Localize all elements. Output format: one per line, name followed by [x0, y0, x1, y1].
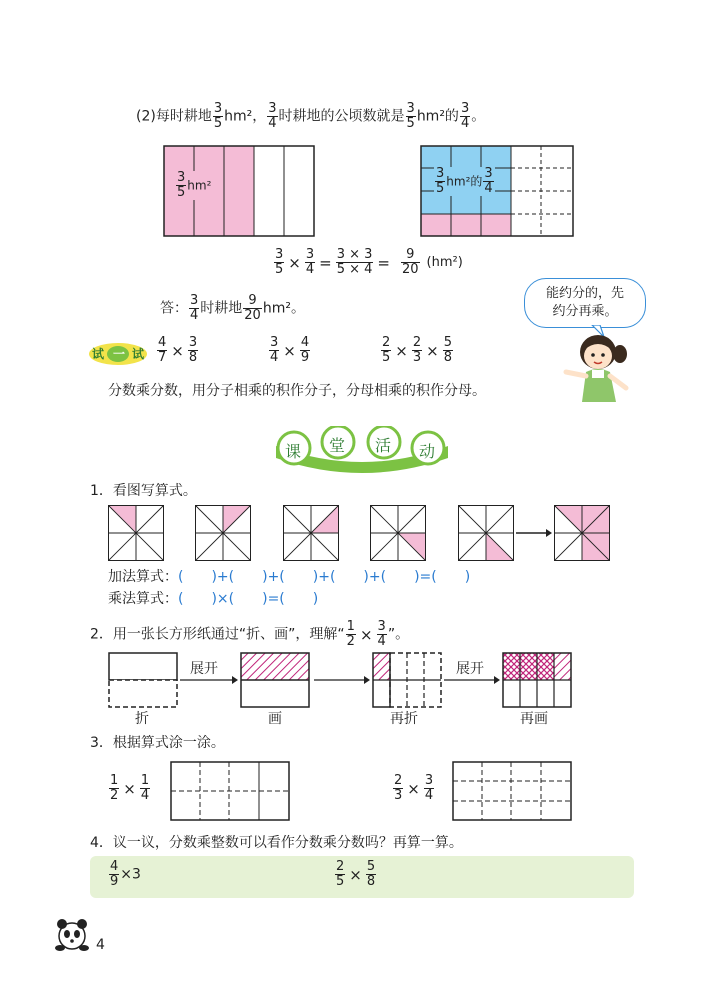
arrow-right-icon [180, 674, 238, 686]
q4-expression-2 [334, 860, 377, 889]
arrow-label-unfold: 展开 [190, 661, 218, 677]
fraction [336, 248, 374, 277]
banner-char4: 动 [419, 442, 436, 461]
right-diagram-label [434, 167, 495, 196]
numerator: 5 [366, 859, 376, 874]
denominator: 5 [382, 350, 391, 365]
square-diagram-2 [195, 505, 251, 561]
numerator: 3 [436, 166, 445, 181]
fraction [267, 102, 277, 131]
answer-unit: hm²。 [262, 300, 305, 317]
part2-statement [136, 102, 485, 131]
unit: hm² [187, 178, 212, 193]
q1-title: 1．看图写算式。 [90, 483, 197, 499]
numerator: 1 [110, 773, 119, 788]
denominator: 3 [412, 350, 422, 365]
period: 。 [471, 108, 486, 125]
denominator: 5 × 4 [336, 262, 373, 277]
fold-diagram [108, 652, 178, 708]
numerator: 3 [424, 773, 434, 788]
badge-char1: 试 [92, 347, 105, 361]
fraction [424, 774, 434, 803]
square-diagram-result [554, 505, 610, 561]
fraction [140, 774, 150, 803]
numerator: 1 [140, 773, 150, 788]
fraction [377, 620, 387, 649]
numerator: 3 [305, 247, 315, 262]
q2-title-part1: 2．用一张长方形纸通过“折、画”，理解“ [90, 626, 345, 643]
fraction [381, 336, 391, 365]
try-exercise-2 [268, 336, 311, 365]
denominator: 4 [305, 262, 315, 277]
try-it-badge [88, 342, 148, 366]
equals-sign: = [377, 253, 390, 272]
q4-expression-1 [108, 860, 141, 889]
numerator: 3 [377, 619, 386, 634]
times-sign: × [123, 779, 136, 798]
try-exercise-1 [156, 336, 199, 365]
numerator: 3 [213, 101, 223, 116]
fraction [213, 102, 223, 131]
left-field-diagram [163, 145, 315, 237]
q2-title [90, 620, 409, 649]
times-sign: × [171, 341, 184, 360]
calculation [273, 248, 463, 277]
addition-blanks[interactable]: ( )+( )+( )+( )+( )=( ) [178, 569, 471, 585]
left-diagram-label [175, 171, 211, 200]
square-diagram-4 [370, 505, 426, 561]
fraction [346, 620, 356, 649]
denominator: 3 [394, 788, 403, 803]
fraction [269, 336, 279, 365]
denominator: 4 [484, 181, 493, 196]
numerator: 4 [158, 335, 167, 350]
times-three: ×3 [120, 866, 141, 883]
fraction [460, 102, 470, 131]
fraction [188, 336, 198, 365]
numerator: 9 [406, 247, 415, 262]
fraction [406, 102, 416, 131]
square-diagram-5 [458, 505, 514, 561]
denominator: 4 [377, 634, 386, 649]
arrow-right-icon [314, 674, 370, 686]
numerator: 3 [268, 101, 277, 116]
speech-bubble [524, 278, 646, 328]
addition-label: 加法算式： [108, 569, 178, 585]
denominator: 4 [268, 116, 277, 131]
fraction [366, 860, 376, 889]
denominator: 5 [436, 181, 445, 196]
badge-char2: 一 [113, 347, 126, 361]
denominator: 5 [275, 262, 284, 277]
q3-title: 3．根据算式涂一涂。 [90, 735, 225, 751]
times-sign: × [426, 341, 439, 360]
fraction [483, 167, 493, 196]
comma: ， [252, 108, 267, 125]
q3-expression-2 [392, 774, 435, 803]
fraction [335, 860, 345, 889]
refold-diagram [372, 652, 442, 708]
numerator: 3 [188, 335, 198, 350]
fraction [176, 171, 186, 200]
redraw-diagram [502, 652, 572, 708]
badge-char3: 试 [132, 347, 145, 361]
answer-text: 时耕地 [200, 300, 243, 317]
numerator: 3 [275, 247, 284, 262]
fraction [109, 774, 119, 803]
numerator: 5 [443, 335, 452, 350]
bubble-line1: 能约分的，先 [545, 286, 624, 301]
q4-title: 4．议一议，分数乘整数可以看作分数乘分数吗？再算一算。 [90, 835, 463, 851]
coloring-grid-2[interactable] [452, 761, 572, 821]
fraction [401, 248, 420, 277]
rule-statement: 分数乘分数，用分子相乘的积作分子，分母相乘的积作分母。 [108, 383, 486, 399]
addition-row [108, 568, 470, 586]
times-sign: × [359, 625, 373, 644]
arrow-right-icon [516, 526, 552, 540]
fraction [435, 167, 445, 196]
banner-char3: 活 [375, 436, 392, 455]
denominator: 5 [213, 116, 223, 131]
arrow-right-icon [444, 674, 500, 686]
multiplication-blanks[interactable]: ( )×( )=( ) [178, 591, 319, 607]
denominator: 5 [406, 116, 415, 131]
fraction [305, 248, 315, 277]
numerator: 2 [336, 859, 345, 874]
multiplication-label: 乘法算式： [108, 591, 178, 607]
square-diagram-1 [108, 505, 164, 561]
numerator: 3 [270, 335, 279, 350]
times-sign: × [407, 779, 420, 798]
denominator: 4 [424, 788, 434, 803]
coloring-grid-1[interactable] [170, 761, 290, 821]
caption-redraw: 再画 [520, 711, 548, 727]
fraction [393, 774, 403, 803]
bubble-line2: 约分再乘。 [552, 304, 618, 319]
unit: hm²的 [446, 174, 483, 189]
numerator: 2 [412, 335, 422, 350]
part2-text2: 时耕地的公顷数就是 [278, 108, 405, 125]
numerator: 3 [484, 166, 493, 181]
denominator: 7 [158, 350, 167, 365]
denominator: 4 [270, 350, 279, 365]
unit: hm² [224, 108, 253, 125]
denominator: 8 [188, 350, 198, 365]
square-svg [555, 506, 609, 560]
square-svg [459, 506, 513, 560]
denominator: 20 [402, 262, 419, 277]
equals-sign: = [319, 253, 332, 272]
part2-label: (2) [136, 108, 156, 125]
pink-area [421, 214, 511, 236]
numerator: 3 [190, 293, 199, 308]
denominator: 5 [177, 185, 186, 200]
answer [160, 294, 305, 323]
fraction [109, 860, 119, 889]
girl-character-icon [560, 330, 636, 406]
square-svg [109, 506, 163, 560]
numerator: 4 [300, 335, 310, 350]
times-sign: × [288, 253, 301, 272]
caption-fold: 折 [135, 711, 149, 727]
caption-draw: 画 [268, 711, 282, 727]
fraction [443, 336, 453, 365]
draw-diagram [240, 652, 310, 708]
arrow-label-unfold: 展开 [456, 661, 484, 677]
denominator: 9 [110, 874, 119, 889]
caption-refold: 再折 [390, 711, 418, 727]
fraction [243, 294, 262, 323]
denominator: 4 [140, 788, 150, 803]
numerator: 3 [177, 170, 186, 185]
numerator: 1 [346, 619, 355, 634]
part2-text1: 每时耕地 [155, 108, 212, 125]
denominator: 5 [336, 874, 345, 889]
denominator: 20 [244, 308, 261, 323]
denominator: 2 [110, 788, 119, 803]
try-exercise-3 [380, 336, 454, 365]
fraction [274, 248, 284, 277]
times-sign: × [349, 865, 362, 884]
denominator: 8 [366, 874, 376, 889]
times-sign: × [395, 341, 408, 360]
answer-label: 答： [160, 300, 188, 317]
numerator: 9 [248, 293, 257, 308]
denominator: 4 [460, 116, 470, 131]
numerator: 3 × 3 [336, 247, 373, 262]
q3-expression-1 [108, 774, 151, 803]
banner-char2: 堂 [329, 436, 346, 455]
unit: (hm²) [426, 254, 463, 270]
fraction [412, 336, 422, 365]
fraction [157, 336, 167, 365]
banner-char1: 课 [285, 442, 302, 461]
numerator: 2 [394, 773, 403, 788]
multiplication-row [108, 590, 318, 608]
numerator: 3 [460, 101, 470, 116]
numerator: 2 [382, 335, 391, 350]
fraction [189, 294, 199, 323]
numerator: 3 [406, 101, 415, 116]
activity-banner [272, 426, 452, 476]
denominator: 4 [190, 308, 199, 323]
square-svg [371, 506, 425, 560]
page-number: 4 [96, 937, 105, 953]
times-sign: × [283, 341, 296, 360]
denominator: 8 [443, 350, 452, 365]
fraction [300, 336, 310, 365]
denominator: 9 [300, 350, 310, 365]
unit: hm²的 [416, 108, 459, 125]
panda-icon [52, 914, 92, 954]
denominator: 2 [346, 634, 355, 649]
q2-title-part2: ”。 [387, 626, 410, 643]
square-svg [196, 506, 250, 560]
square-diagram-3 [283, 505, 339, 561]
square-svg [284, 506, 338, 560]
right-field-diagram [420, 145, 574, 237]
numerator: 4 [110, 859, 119, 874]
